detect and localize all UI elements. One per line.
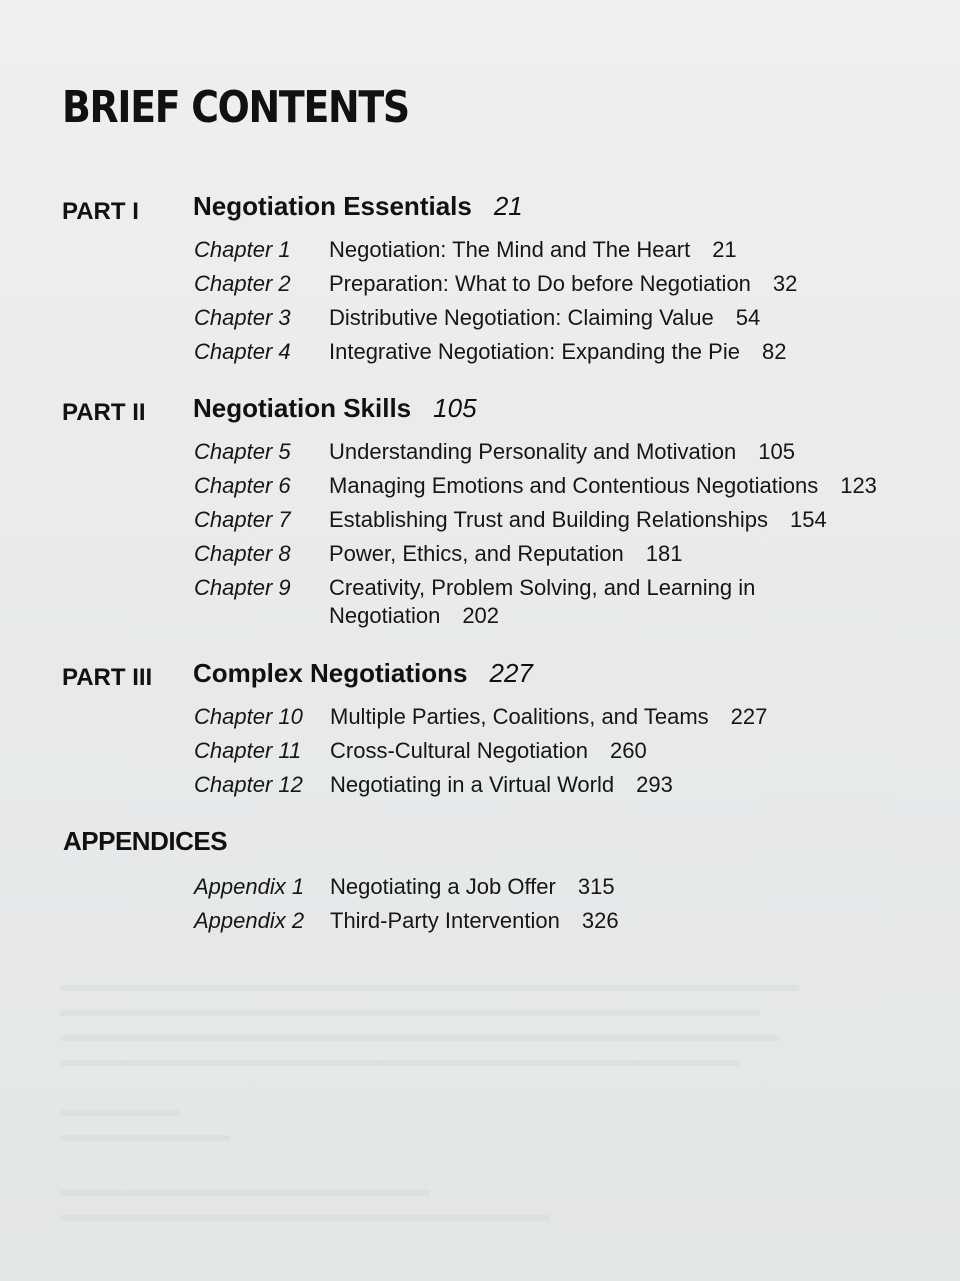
chapter-page-number: 202 [462, 603, 500, 628]
part-title: Complex Negotiations [193, 658, 468, 688]
part-title: Negotiation Skills [193, 393, 412, 423]
part-label: PART I [62, 198, 139, 225]
chapter-title: Preparation: What to Do before Negotiation [329, 271, 751, 296]
chapter-label: Chapter 5 [194, 439, 291, 464]
bleed-through-line [60, 1135, 230, 1141]
bleed-through-line [60, 1035, 780, 1041]
chapter-label: Chapter 12 [194, 772, 303, 797]
part-title: Negotiation Essentials [193, 191, 472, 221]
chapter-label: Chapter 7 [194, 507, 291, 532]
part-heading [193, 393, 477, 424]
chapter-page-number: 181 [645, 541, 683, 566]
chapter-page-number: 32 [772, 271, 798, 296]
chapter-label: Chapter 3 [194, 305, 291, 330]
chapter-title: Cross-Cultural Negotiation [330, 738, 588, 763]
chapter-label: Chapter 6 [194, 473, 291, 498]
part-page-number: 21 [493, 191, 523, 221]
bleed-through-line [60, 985, 800, 991]
part-page-number: 105 [433, 393, 477, 423]
chapter-title: Multiple Parties, Coalitions, and Teams [330, 704, 709, 729]
chapter-page-number: 54 [735, 305, 761, 330]
appendix-label: Appendix 1 [194, 874, 305, 899]
chapter-page-number: 82 [761, 339, 787, 364]
chapter-label: Chapter 11 [194, 738, 302, 763]
part-label: PART II [62, 399, 146, 426]
chapter-label: Chapter 10 [194, 704, 303, 729]
chapter-title: Establishing Trust and Building Relationships [329, 507, 769, 532]
bleed-through-line [60, 1010, 760, 1016]
chapter-page-number: 227 [730, 704, 768, 729]
chapter-page-number: 154 [790, 507, 827, 532]
chapter-page-number: 105 [758, 439, 795, 464]
chapter-page-number: 123 [840, 473, 877, 498]
chapter-label: Chapter 1 [194, 237, 291, 262]
bleed-through-line [60, 1110, 180, 1116]
part-label: PART III [62, 664, 153, 691]
chapter-label: Chapter 4 [194, 339, 291, 364]
chapter-title: Understanding Personality and Motivation [329, 439, 737, 464]
chapter-title-line-2: Negotiation [329, 603, 441, 628]
appendices-heading: APPENDICES [63, 826, 228, 856]
chapter-page-number: 21 [712, 237, 737, 262]
bleed-through-line [60, 1190, 430, 1196]
appendix-page-number: 315 [577, 874, 615, 899]
part-heading [193, 191, 523, 222]
appendix-page-number: 326 [581, 908, 619, 933]
part-page-number: 227 [489, 658, 533, 688]
chapter-label: Chapter 2 [194, 271, 291, 296]
part-heading [193, 658, 533, 689]
chapter-label: Chapter 8 [194, 541, 291, 566]
chapter-title-line-1: Creativity, Problem Solving, and Learning in [329, 575, 756, 600]
chapter-title: Negotiation: The Mind and The Heart [329, 237, 691, 262]
appendix-title: Negotiating a Job Offer [330, 874, 556, 899]
chapter-title: Distributive Negotiation: Claiming Value [329, 305, 714, 330]
chapter-page-number: 260 [610, 738, 647, 763]
bleed-through-line [60, 1215, 550, 1221]
page-title: BRIEF CONTENTS [62, 82, 409, 133]
chapter-title: Managing Emotions and Contentious Negotiations [329, 473, 819, 498]
chapter-title: Integrative Negotiation: Expanding the Pie [329, 339, 740, 364]
chapter-label: Chapter 9 [194, 575, 291, 600]
appendix-title: Third-Party Intervention [330, 908, 560, 933]
chapter-title: Power, Ethics, and Reputation [329, 541, 624, 566]
chapter-page-number: 293 [636, 772, 673, 797]
chapter-title: Negotiating in a Virtual World [330, 772, 615, 797]
appendix-label: Appendix 2 [194, 908, 305, 933]
bleed-through-line [60, 1060, 740, 1066]
